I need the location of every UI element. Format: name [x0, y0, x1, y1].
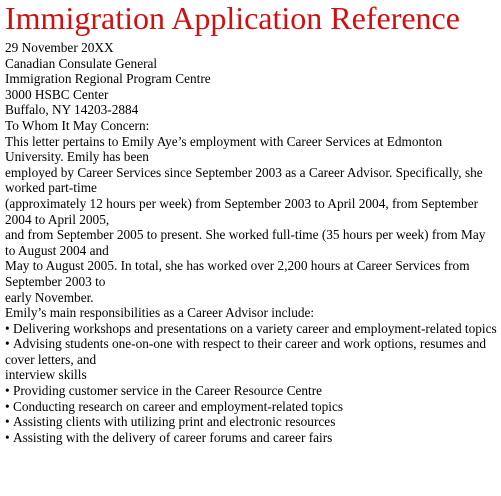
list-item-continuation: interview skills: [5, 367, 87, 383]
paragraph-line: May to August 2005. In total, she has worked over 2,200 hours at Career Services from September 2003 to: [5, 258, 470, 289]
page-title: Immigration Application Reference: [5, 0, 460, 36]
paragraph-line: (approximately 12 hours per week) from September 2003 to April 2004, from September 2004 to April 2005,: [5, 195, 479, 227]
list-item: • Delivering workshops and presentations on a variety career and employment-related topics: [5, 321, 497, 337]
paragraph-line: employed by Career Services since September 2003 as a Career Advisor. Specifically, she worked part-time: [5, 164, 483, 196]
employment-paragraph: [5, 134, 497, 306]
recipient-address: [5, 56, 497, 118]
list-item: • Providing customer service in the Career Resource Centre: [5, 383, 497, 399]
paragraph-line: and from September 2005 to present. She worked full-time (35 hours per week) from May to August 2004 and: [5, 227, 486, 258]
paragraph-line: early November.: [5, 289, 94, 305]
paragraph-line: This letter pertains to Emily Aye’s employment with Career Services at Edmonton University. Emily has been: [5, 133, 443, 165]
address-line: Immigration Regional Program Centre: [5, 71, 211, 87]
responsibilities-list: [5, 321, 497, 446]
list-item: • Assisting with the delivery of career forums and career fairs: [5, 430, 497, 446]
letter-date: 29 November 20XX: [5, 40, 114, 55]
responsibilities-intro: Emily’s main responsibilities as a Career Advisor include:: [5, 305, 315, 321]
list-item: • Assisting clients with utilizing print and electronic resources: [5, 414, 497, 430]
address-line: Buffalo, NY 14203-2884: [5, 102, 139, 118]
list-item: • Advising students one-on-one with respect to their career and work options, resumes and cover letters, and: [5, 336, 497, 367]
address-line: 3000 HSBC Center: [5, 86, 109, 102]
letter-body: [5, 40, 497, 445]
address-line: Canadian Consulate General: [5, 55, 158, 71]
salutation: To Whom It May Concern:: [5, 117, 150, 133]
list-item: • Conducting research on career and employment-related topics: [5, 399, 497, 415]
